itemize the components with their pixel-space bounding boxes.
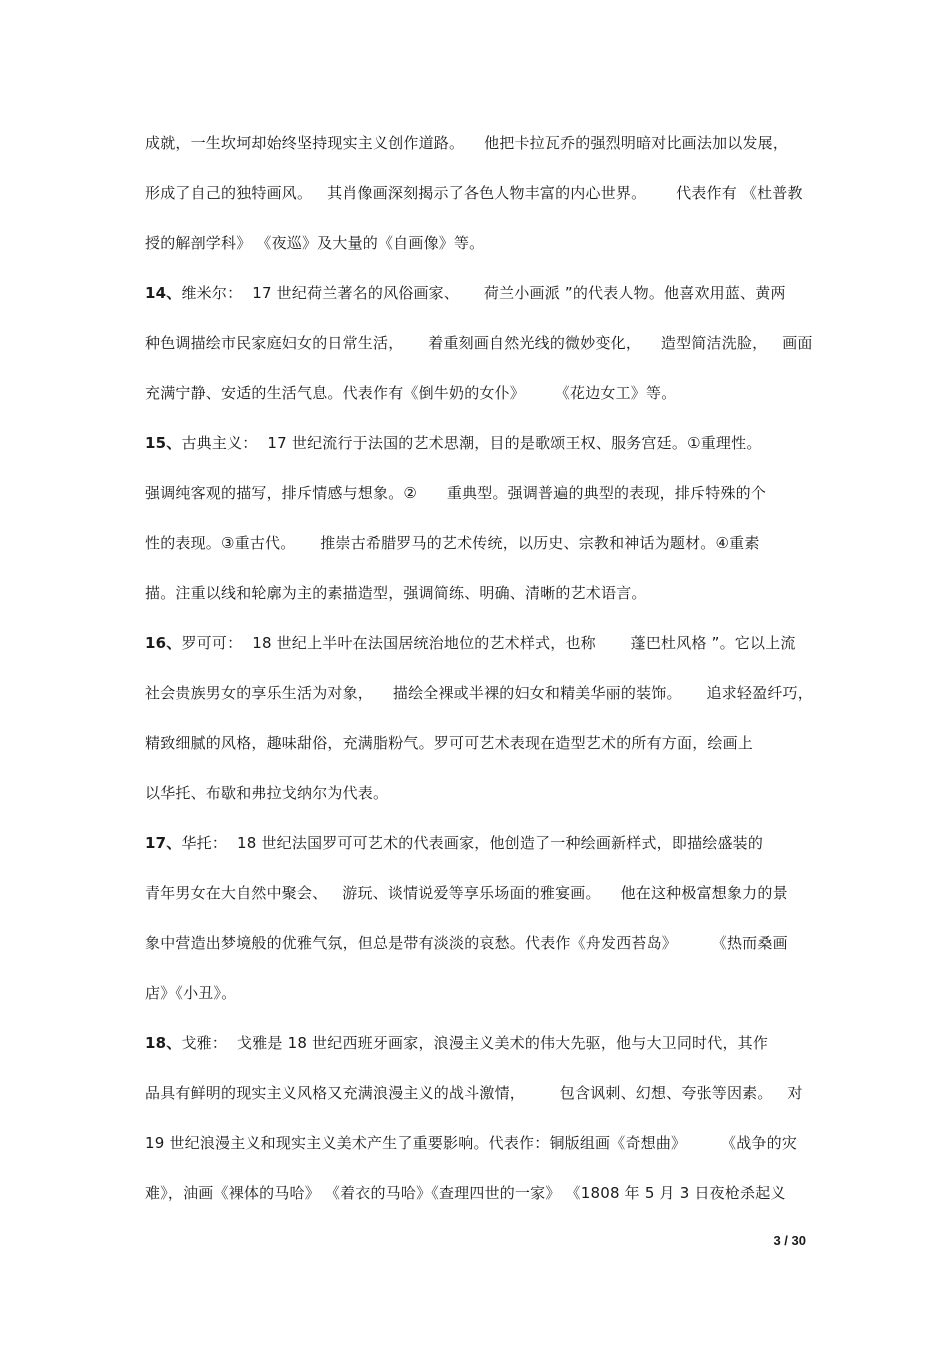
text-line: 充满宁静、安适的生活气息。代表作有《倒牛奶的女仆》 《花边女工》等。 xyxy=(145,384,677,402)
text-line: 社会贵族男女的享乐生活为对象， 描绘全裸或半裸的妇女和精美华丽的装饰。 追求轻盈纤巧， xyxy=(145,684,813,702)
text-line: 品具有鲜明的现实主义风格又充满浪漫主义的战斗激情， 包含讽刺、幻想、夸张等因素。 对 xyxy=(145,1084,803,1102)
text-line: 描。注重以线和轮廓为主的素描造型，强调简练、明确、清晰的艺术语言。 xyxy=(145,584,647,602)
text-line: 19 世纪浪漫主义和现实主义美术产生了重要影响。代表作：铜版组画《奇想曲》 《战争的灾 xyxy=(145,1134,798,1152)
text-line-entry-15: 15、古典主义： 17 世纪流行于法国的艺术思潮，目的是歌颂王权、服务宫廷。①重理性。 xyxy=(145,434,762,452)
text-line: 强调纯客观的描写，排斥情感与想象。② 重典型。强调普遍的典型的表现，排斥特殊的个 xyxy=(145,484,767,502)
text-line-entry-18: 18、戈雅： 戈雅是 18 世纪西班牙画家，浪漫主义美术的伟大先驱，他与大卫同时代，其作 xyxy=(145,1034,769,1052)
text-line: 青年男女在大自然中聚会、 游玩、谈情说爱等享乐场面的雅宴画。 他在这种极富想象力的景 xyxy=(145,884,788,902)
text-line: 性的表现。③重古代。 推崇古希腊罗马的艺术传统，以历史、宗教和神话为题材。④重素 xyxy=(145,534,760,552)
page-number: 3 / 30 xyxy=(773,1233,806,1248)
text-line-entry-17: 17、华托： 18 世纪法国罗可可艺术的代表画家，他创造了一种绘画新样式，即描绘盛装的 xyxy=(145,834,764,852)
text-line: 以华托、布歇和弗拉戈纳尔为代表。 xyxy=(145,784,389,802)
text-line: 种色调描绘市民家庭妇女的日常生活， 着重刻画自然光线的微妙变化， 造型简洁洗脸， 画面 xyxy=(145,334,813,352)
text-line: 难》，油画《裸体的马哈》 《着衣的马哈》《查理四世的一家》 《1808 年 5 月 3 日夜枪杀起义 xyxy=(145,1184,786,1202)
text-line: 店》《小丑》。 xyxy=(145,984,237,1002)
text-line: 成就，一生坎坷却始终坚持现实主义创作道路。 他把卡拉瓦乔的强烈明暗对比画法加以发展， xyxy=(145,134,789,152)
text-line: 精致细腻的风格，趣味甜俗，充满脂粉气。罗可可艺术表现在造型艺术的所有方面，绘画上 xyxy=(145,734,754,752)
text-line: 象中营造出梦境般的优雅气氛，但总是带有淡淡的哀愁。代表作《舟发西苔岛》 《热而桑画 xyxy=(145,934,788,952)
text-line-entry-16: 16、罗可可： 18 世纪上半叶在法国居统治地位的艺术样式，也称 蓬巴杜风格 ”。它以上流 xyxy=(145,634,796,652)
text-line: 授的解剖学科》 《夜巡》及大量的《自画像》等。 xyxy=(145,234,485,252)
text-line-entry-14: 14、维米尔： 17 世纪荷兰著名的风俗画家、 荷兰小画派 ”的代表人物。他喜欢用蓝、黄两 xyxy=(145,284,786,302)
text-line: 形成了自己的独特画风。 其肖像画深刻揭示了各色人物丰富的内心世界。 代表作有 《杜普教 xyxy=(145,184,803,202)
